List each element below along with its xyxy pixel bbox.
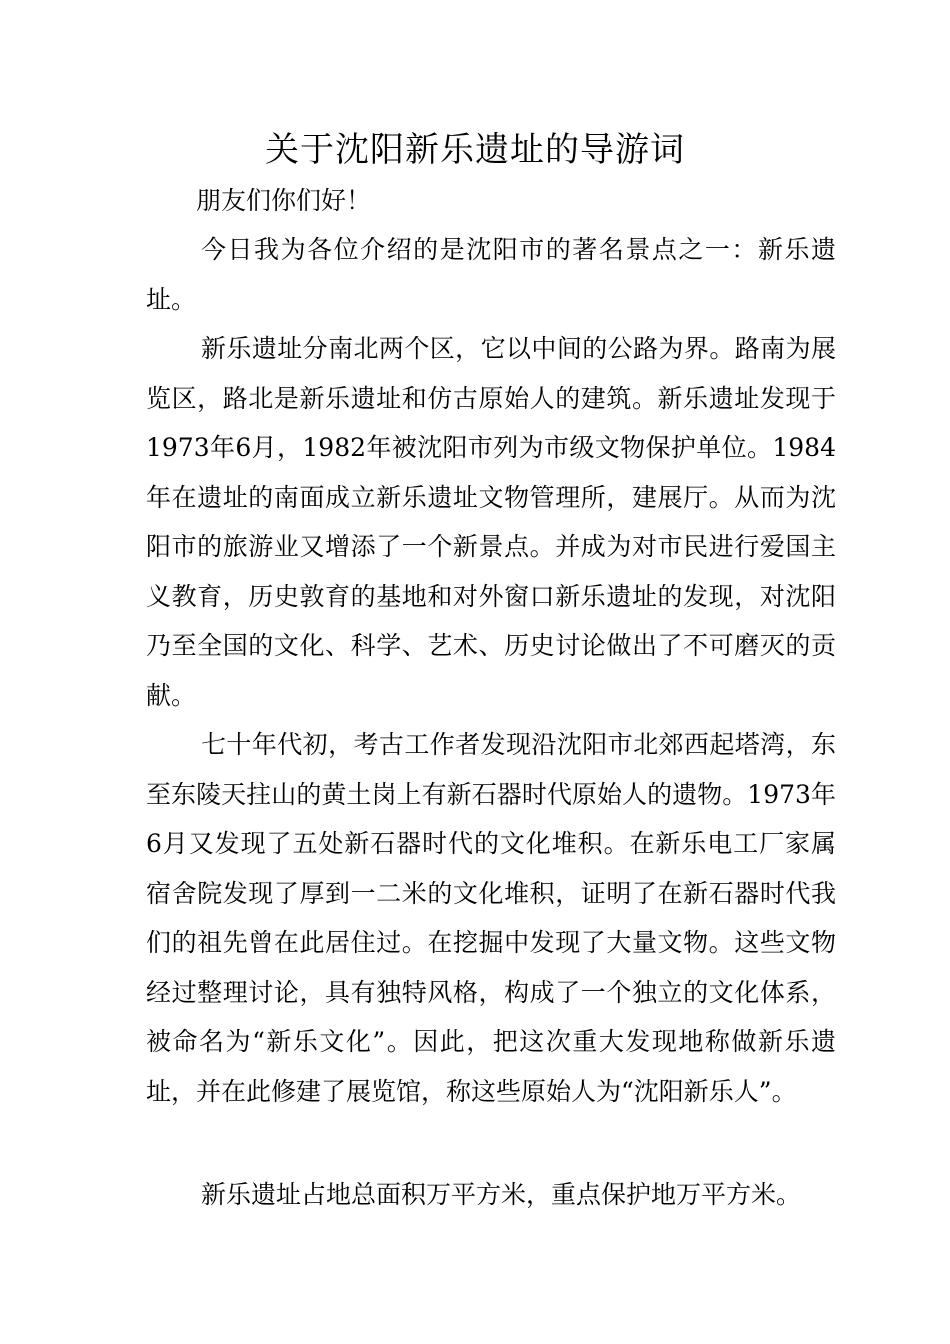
paragraph-4: 新乐遗址占地总面积万平方米，重点保护地万平方米。 [201,1180,802,1209]
document-title: 关于沈阳新乐遗址的导游词 [265,130,685,170]
paragraph-1: 今日我为各位介绍的是沈阳市的著名景点之一：新乐遗址。 [146,235,836,314]
paragraph-3: 七十年代初，考古工作者发现沿沈阳市北郊西起塔湾，东至东陵天拄山的黄土岗上有新石器时代原始人的遗物。1973年6月又发现了五处新石器时代的文化堆积。在新乐电工厂家属宿舍院发现了厚到一二米的文化堆积，证明了在新石器时代我们的祖先曾在此居住过。在挖掘中发现了大量文物。这些文物经过整理讨论，具有独特风格，构成了一个独立的文化体系，被命名为“新乐文化”。因此，把这次重大发现地称做新乐遗址，并在此修建了展览馆，称这些原始人为“沈阳新乐人”。 [146,730,836,1106]
greeting-line: 朋友们你们好！ [196,186,372,215]
paragraph-2: 新乐遗址分南北两个区，它以中间的公路为界。路南为展览区，路北是新乐遗址和仿古原始人的建筑。新乐遗址发现于1973年6月，1982年被沈阳市列为市级文物保护单位。1984年在遗址的南面成立新乐遗址文物管理所，建展厅。从而为沈阳市的旅游业又增添了一个新景点。并成为对市民进行爱国主义教育，历史敦育的基地和对外窗口新乐遗址的发现，对沈阳乃至全国的文化、科学、艺术、历史讨论做出了不可磨灭的贡献。 [146,334,836,710]
